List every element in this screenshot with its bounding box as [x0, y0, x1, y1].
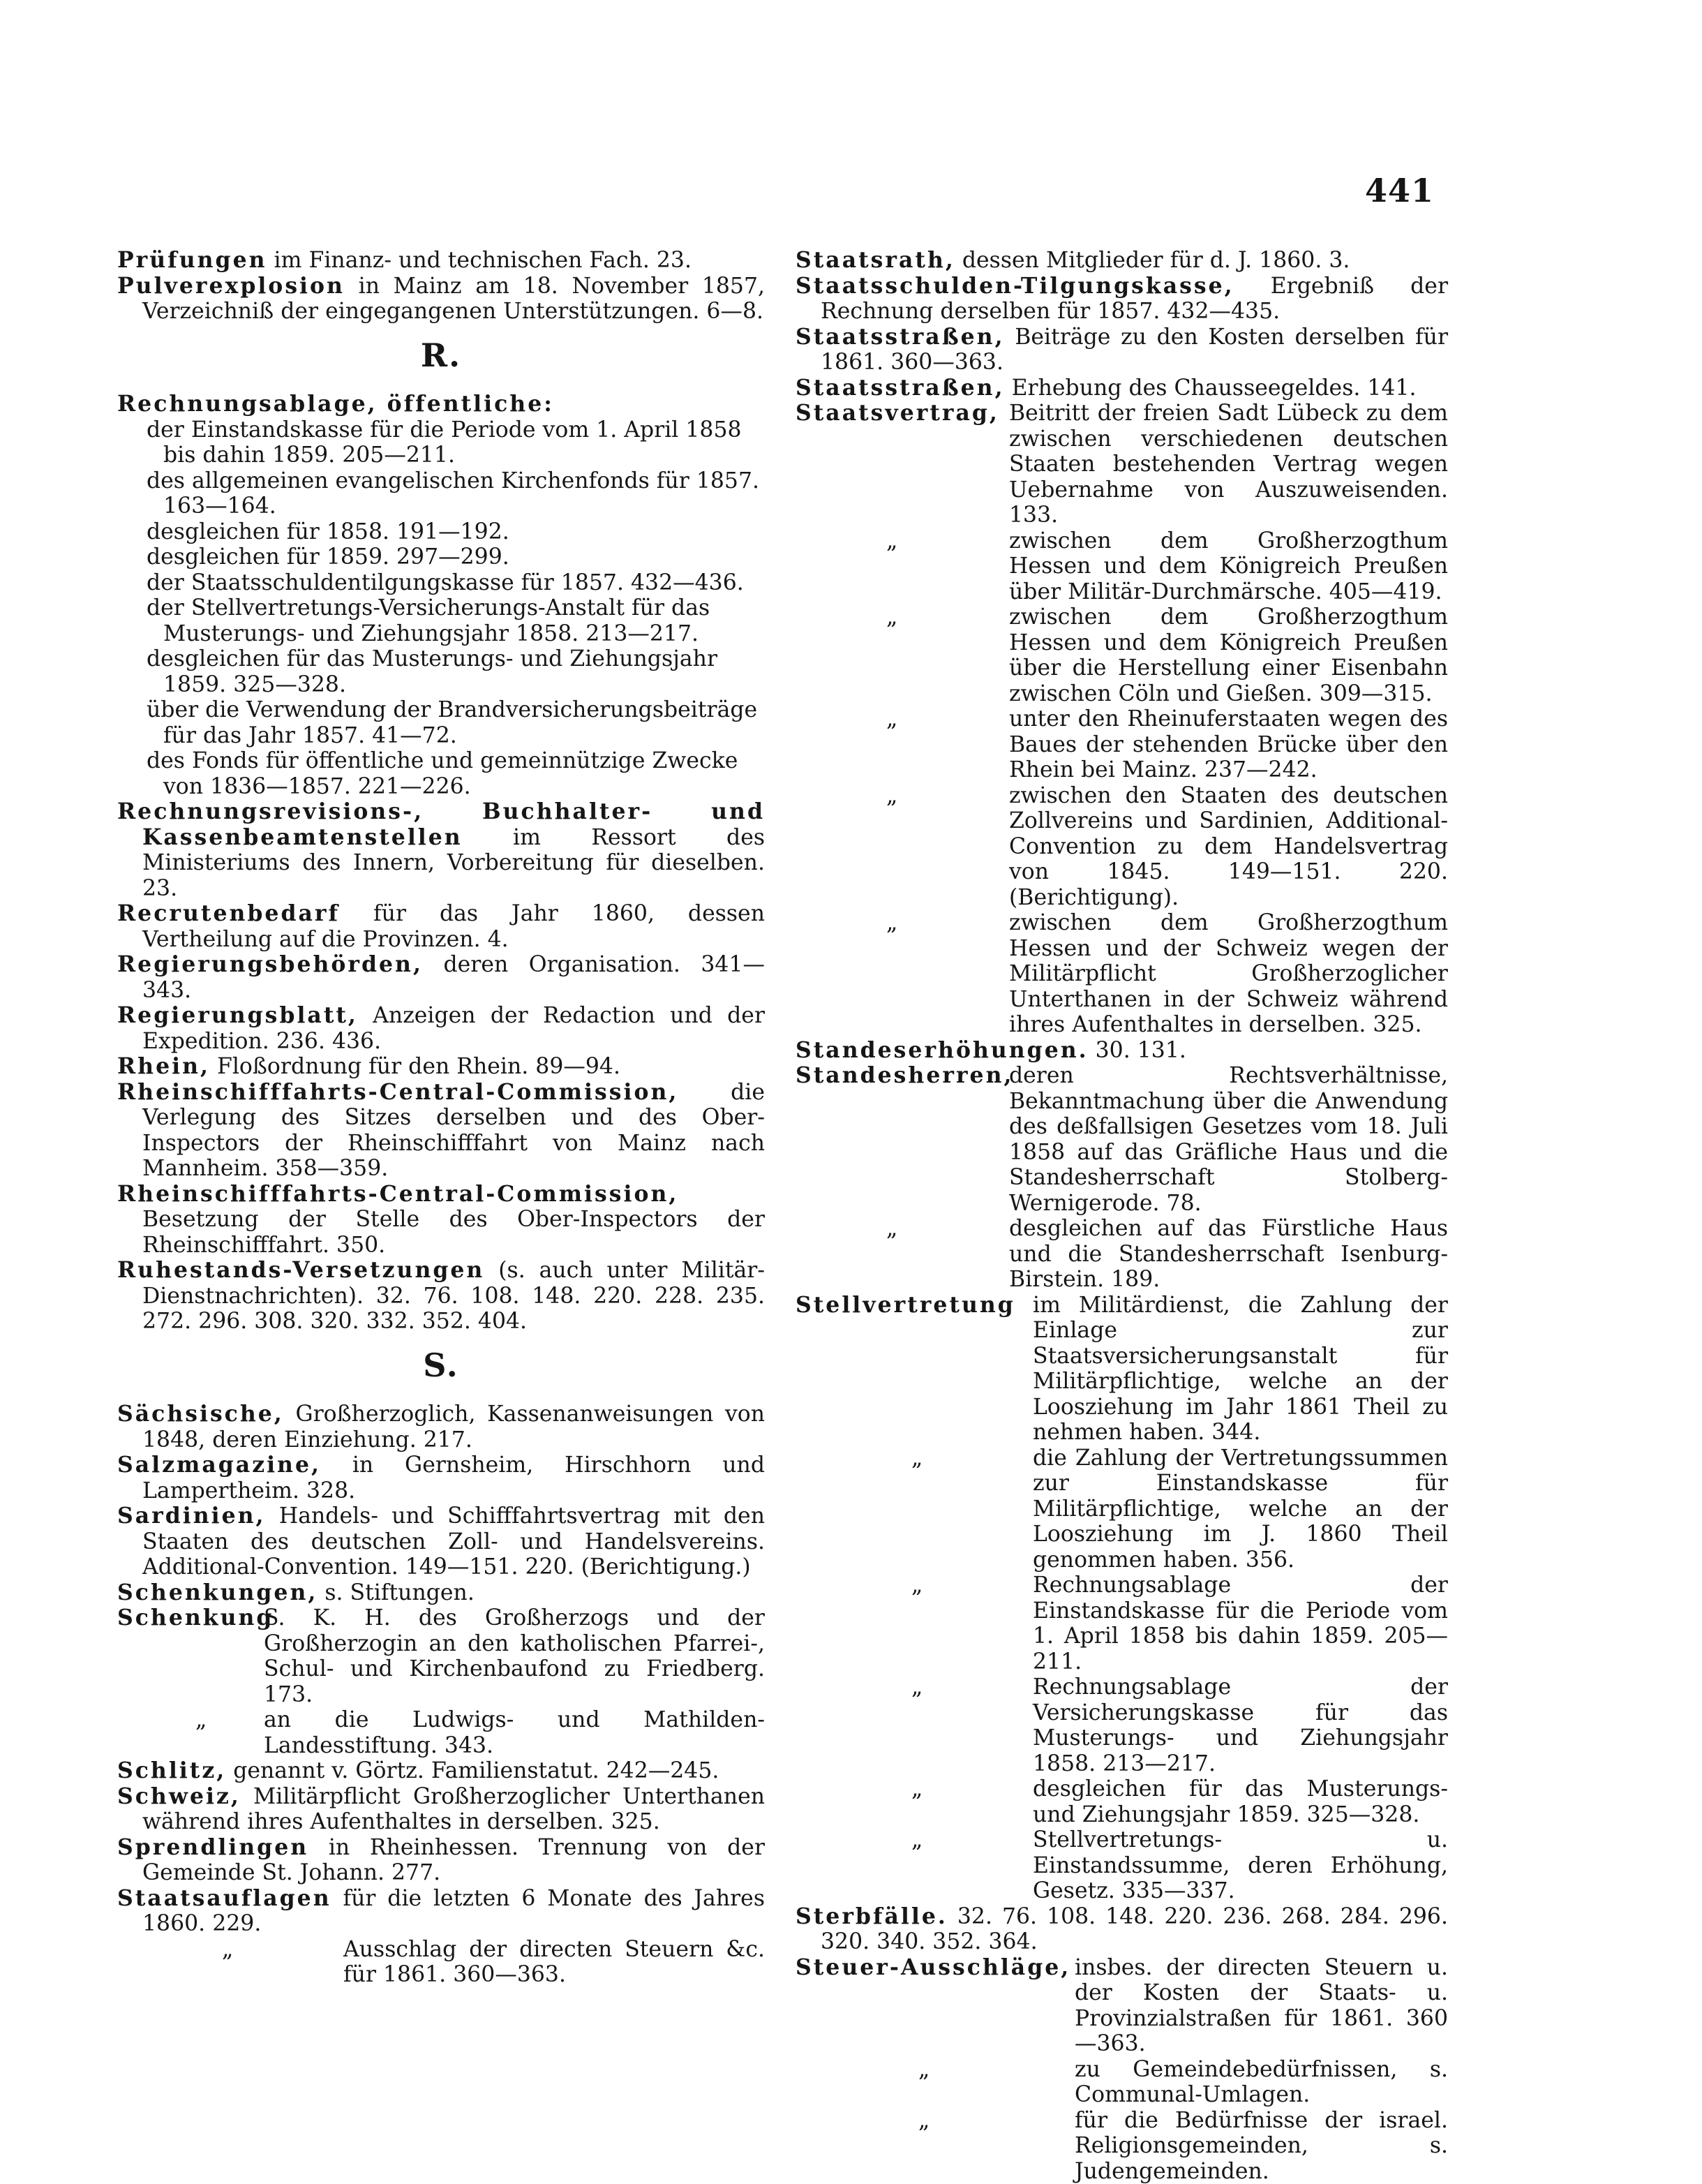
entry-keyword: Sterbfälle. [796, 1903, 948, 1929]
page-number: 441 [1365, 172, 1434, 209]
entry-keyword: Schlitz, [117, 1758, 226, 1783]
ditto-mark: „ [911, 1674, 923, 1700]
entry-text: S. K. H. des Großherzogs und der Großherzogin an den katholischen Pfarrei-, Schul- und Kirchenbaufond zu Friedberg. 173. [264, 1605, 765, 1707]
entry-keyword: Schenkung [117, 1605, 274, 1631]
entry-keyword: Schweiz, [117, 1783, 241, 1809]
entry-keyword: Staatsstraßen, [796, 375, 1005, 401]
entry-keyword: Staatsvertrag, [796, 401, 999, 426]
index-entry-ditto [117, 1937, 765, 1988]
entry-text: unter den Rheinuferstaaten wegen des Baues der stehenden Brücke über den Rhein bei Mainz. 237—242. [1009, 706, 1448, 783]
entry-keyword: Sprendlingen [117, 1834, 308, 1860]
index-entry-staatsvertrag [796, 401, 1448, 528]
index-entry [796, 1904, 1448, 1955]
entry-keyword: Staatsschulden-Tilgungskasse, [796, 273, 1234, 299]
ditto-mark: „ [911, 1446, 923, 1471]
index-entry [117, 1758, 765, 1784]
ditto-mark: „ [886, 783, 897, 809]
index-entry [117, 1835, 765, 1886]
index-entry-ditto [796, 1674, 1448, 1776]
sub-entry: des allgemeinen evangelischen Kirchenfonds für 1857. 163—164. [147, 468, 765, 519]
index-entry-ditto [117, 1707, 765, 1758]
index-entry [117, 1453, 765, 1503]
index-entry [117, 1182, 765, 1258]
entry-text: in Mainz am 18. November 1857, Verzeichniß der eingegangenen Unterstützungen. 6—8. [142, 274, 765, 325]
entry-keyword: Staatsauflagen [117, 1885, 331, 1911]
index-entry-ditto [796, 1573, 1448, 1674]
entry-text: Rechnungsablage der Versicherungskasse für das Musterungs- und Ziehungsjahr 1858. 213—217. [1033, 1674, 1448, 1776]
index-entry [117, 799, 765, 901]
sub-entry: der Staatsschuldentilgungskasse für 1857. 432—436. [147, 570, 765, 596]
entry-text: an die Ludwigs- und Mathilden-Landesstiftung. 343. [264, 1707, 765, 1758]
entry-text: Beitritt der freien Sadt Lübeck zu dem zwischen verschiedenen deutschen Staaten bestehenden Vertrag wegen Uebernahme von Auszuweisenden. 133. [1009, 401, 1448, 528]
ditto-mark: „ [886, 706, 897, 732]
entry-text: im Militärdienst, die Zahlung der Einlage zur Staatsversicherungsanstalt für Militärpflichtige, welche an der Loosziehung im Jahr 1861 Theil zu nehmen haben. 344. [1033, 1293, 1448, 1446]
entry-text: für die letzten 6 Monate des Jahres 1860. 229. [142, 1886, 765, 1937]
index-entry [117, 1003, 765, 1054]
entry-keyword: Pulverexplosion [117, 273, 345, 299]
index-entry-steuer [796, 1955, 1448, 2057]
index-entry-ditto [796, 706, 1448, 783]
sub-entry: der Stellvertretungs-Versicherungs-Anstalt für das Musterungs- und Ziehungsjahr 1858. 213—217. [147, 595, 765, 646]
sub-entry: des Fonds für öffentliche und gemeinnützige Zwecke von 1836—1857. 221—226. [147, 748, 765, 799]
sub-entry: der Einstandskasse für die Periode vom 1. April 1858 bis dahin 1859. 205—211. [147, 417, 765, 468]
entry-keyword: Standesherren, [796, 1063, 1013, 1089]
entry-keyword: Rechnungsrevisions-, Buchhalter- und Kassenbeamtenstellen [117, 798, 765, 850]
entry-text: in Rheinhessen. Trennung von der Gemeinde St. Johann. 277. [142, 1835, 765, 1886]
index-entry-ditto [796, 1827, 1448, 1904]
ditto-mark: „ [911, 1573, 923, 1598]
entry-text: (s. auch unter Militär-Dienstnachrichten). 32. 76. 108. 148. 220. 228. 235. 272. 296. 308. 320. 332. 352. 404. [142, 1258, 765, 1334]
ditto-mark: „ [886, 1216, 897, 1242]
index-entry [117, 1054, 765, 1080]
entry-text: insbes. der directen Steuern u. der Kosten der Staats- u. Provinzialstraßen für 1861. 360—363. [1075, 1955, 1448, 2057]
index-entry [117, 952, 765, 1003]
index-entry-ditto [796, 2057, 1448, 2108]
entry-keyword: Recrutenbedarf [117, 900, 340, 926]
entry-keyword: Prüfungen [117, 247, 267, 273]
index-entry-stellvertretung [796, 1293, 1448, 1446]
entry-text: deren Rechtsverhältnisse, Bekanntmachung über die Anwendung des deßfallsigen Gesetzes vom 18. Juli 1858 auf das Gräfliche Haus und die Standesherrschaft Stolberg-Wernigerode. 78. [1009, 1063, 1448, 1216]
entry-text: in Gernsheim, Hirschhorn und Lampertheim. 328. [142, 1453, 765, 1503]
entry-keyword: Regierungsblatt, [117, 1002, 358, 1028]
index-entry [796, 376, 1448, 401]
index-entry-ditto [796, 1446, 1448, 1573]
index-entry [117, 1784, 765, 1835]
entry-text: zwischen dem Großherzogthum Hessen und der Schweiz wegen der Militärpflicht Großherzoglicher Unterthanen in der Schweiz während ihres Aufenthaltes in derselben. 325. [1009, 910, 1448, 1038]
index-entry [117, 248, 765, 274]
entry-text: Großherzoglich, Kassenanweisungen von 1848, deren Einziehung. 217. [142, 1402, 765, 1453]
entry-text: zwischen dem Großherzogthum Hessen und dem Königreich Preußen über die Herstellung einer Eisenbahn zwischen Cöln und Gießen. 309—315. [1009, 604, 1448, 706]
entry-keyword: Sardinien, [117, 1503, 266, 1529]
entry-text: Stellvertretungs- u. Einstandssumme, deren Erhöhung, Gesetz. 335—337. [1033, 1827, 1448, 1904]
entry-text: Militärpflicht Großherzoglicher Unterthanen während ihres Aufenthaltes in derselben. 325. [142, 1784, 765, 1835]
index-column-left [117, 248, 765, 1988]
entry-text: zwischen dem Großherzogthum Hessen und dem Königreich Preußen über Militär-Durchmärsche. 405—419. [1009, 528, 1448, 605]
entry-text: die Zahlung der Vertretungssummen zur Einstandskasse für Militärpflichtige, welche an der Loosziehung im J. 1860 Theil genommen haben. 356. [1033, 1446, 1448, 1573]
index-column-right [796, 248, 1448, 2184]
index-entry-ditto [796, 910, 1448, 1038]
sub-entry: über die Verwendung der Brandversicherungsbeiträge für das Jahr 1857. 41—72. [147, 697, 765, 748]
ditto-mark: „ [886, 910, 897, 936]
entry-keyword: Staatsstraßen, [796, 324, 1005, 350]
entry-text: für die Bedürfnisse der israel. Religionsgemeinden, s. Judengemeinden. [1075, 2108, 1448, 2184]
entry-keyword: Salzmagazine, [117, 1452, 321, 1478]
entry-text: desgleichen auf das Fürstliche Haus und die Standesherrschaft Isenburg-Birstein. 189. [1009, 1216, 1448, 1293]
sub-entry: desgleichen für 1858. 191—192. [147, 519, 765, 545]
entry-keyword: Standeserhöhungen. [796, 1037, 1089, 1063]
index-entry [117, 1503, 765, 1580]
entry-keyword: Rheinschifffahrts-Central-Commission, [117, 1079, 678, 1105]
entry-keyword: Schenkungen, [117, 1580, 318, 1605]
entry-text: genannt v. Görtz. Familienstatut. 242—245. [233, 1758, 719, 1783]
ditto-mark: „ [195, 1707, 207, 1733]
sub-entry: desgleichen für das Musterungs- und Ziehungsjahr 1859. 325—328. [147, 646, 765, 697]
index-entry-ditto [796, 1216, 1448, 1293]
index-entry [117, 1258, 765, 1335]
ditto-mark: „ [918, 2108, 930, 2134]
ditto-mark: „ [886, 528, 897, 554]
entry-text: Ergebniß der Rechnung derselben für 1857. 432—435. [821, 274, 1448, 325]
index-entry [117, 1080, 765, 1182]
index-entry [796, 274, 1448, 325]
index-entry [796, 1038, 1448, 1064]
sub-entries [117, 417, 765, 800]
entry-text: Erhebung des Chausseegeldes. 141. [1012, 376, 1417, 401]
entry-keyword: Staatsrath, [796, 247, 955, 273]
index-entry-staatsauflagen [117, 1886, 765, 1937]
entry-text: Rechnungsablage der Einstandskasse für die Periode vom 1. April 1858 bis dahin 1859. 205—211. [1033, 1573, 1448, 1674]
entry-keyword: Rechnungsablage, öffentliche: [117, 391, 554, 417]
entry-text: Beiträge zu den Kosten derselben für 1861. 360—363. [821, 325, 1448, 376]
ditto-mark: „ [886, 604, 897, 630]
entry-keyword: Sächsische, [117, 1401, 284, 1427]
entry-text: deren Organisation. 341—343. [142, 952, 765, 1003]
ditto-mark: „ [918, 2057, 930, 2083]
index-entry [796, 248, 1448, 274]
entry-text: dessen Mitglieder für d. J. 1860. 3. [962, 248, 1350, 273]
entry-text: für das Jahr 1860, dessen Vertheilung auf die Provinzen. 4. [142, 901, 765, 952]
index-entry-ditto [796, 2108, 1448, 2184]
entry-text: im Ressort des Ministeriums des Innern, Vorbereitung für dieselben. 23. [142, 825, 765, 901]
index-entry [117, 274, 765, 325]
entry-text: die Verlegung des Sitzes derselben und des Ober-Inspectors der Rheinschifffahrt von Mainz nach Mannheim. 358—359. [142, 1080, 765, 1182]
entry-text: zwischen den Staaten des deutschen Zollvereins und Sardinien, Additional-Convention zu dem Handelsvertrag von 1845. 149—151. 220. (Berichtigung). [1009, 783, 1448, 911]
section-letter-s: S. [117, 1353, 765, 1379]
entry-keyword: Regierungsbehörden, [117, 951, 423, 977]
index-entry-standesherren [796, 1063, 1448, 1216]
index-entry-ditto [796, 604, 1448, 706]
entry-keyword: Steuer-Ausschläge, [796, 1955, 1070, 1981]
sub-entry: desgleichen für 1859. 297—299. [147, 544, 765, 570]
index-entry [117, 1580, 765, 1606]
index-entry [117, 1402, 765, 1453]
entry-text: 30. 131. [1096, 1038, 1186, 1063]
index-entry [796, 325, 1448, 376]
entry-text: Floßordnung für den Rhein. 89—94. [217, 1054, 620, 1079]
index-entry-ditto [796, 1776, 1448, 1827]
index-entry-rechnungsablage [117, 392, 765, 417]
index-entry-ditto [796, 783, 1448, 911]
ditto-mark: „ [911, 1827, 923, 1853]
entry-keyword: Rheinschifffahrts-Central-Commission, [117, 1181, 678, 1207]
ditto-mark: „ [911, 1776, 923, 1802]
entry-text: Ausschlag der directen Steuern &c. für 1861. 360—363. [343, 1937, 765, 1988]
entry-text: Handels- und Schifffahrtsvertrag mit den Staaten des deutschen Zoll- und Handelsvereins. Additional-Convention. 149—151. 220. (Berichtigung.) [142, 1503, 765, 1580]
entry-text: s. Stiftungen. [324, 1580, 475, 1605]
entry-keyword: Stellvertretung [796, 1293, 1015, 1318]
entry-text: zu Gemeindebedürfnissen, s. Communal-Umlagen. [1075, 2057, 1448, 2108]
entry-text: 32. 76. 108. 148. 220. 236. 268. 284. 296. 320. 340. 352. 364. [821, 1904, 1448, 1955]
entry-text: desgleichen für das Musterungs- und Ziehungsjahr 1859. 325—328. [1033, 1776, 1448, 1827]
entry-text: Anzeigen der Redaction und der Expedition. 236. 436. [142, 1003, 765, 1054]
index-entry-schenkung [117, 1605, 765, 1707]
index-entry-ditto [796, 528, 1448, 605]
section-letter-r: R. [117, 343, 765, 369]
entry-text: Besetzung der Stelle des Ober-Inspectors der Rheinschifffahrt. 350. [142, 1207, 765, 1258]
entry-text: im Finanz- und technischen Fach. 23. [274, 248, 692, 273]
entry-keyword: Ruhestands-Versetzungen [117, 1257, 484, 1283]
entry-keyword: Rhein, [117, 1053, 210, 1079]
index-entry [117, 901, 765, 952]
ditto-mark: „ [222, 1937, 233, 1963]
